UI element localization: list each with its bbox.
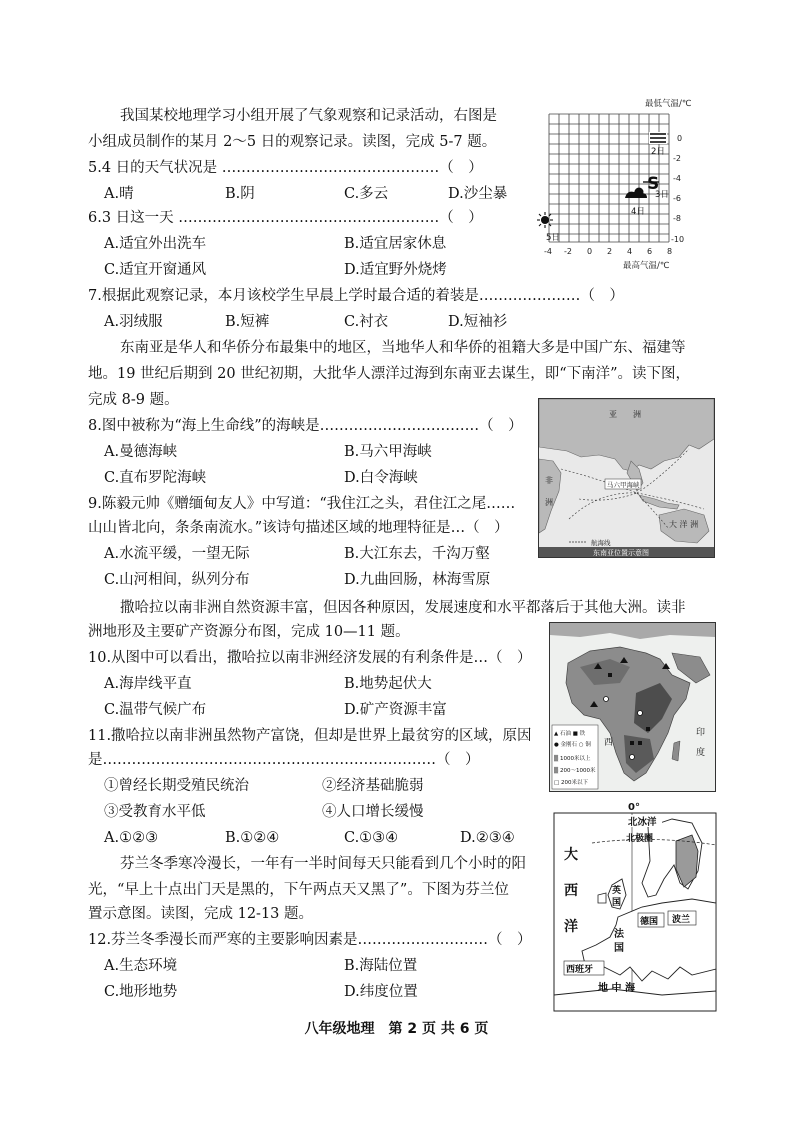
africa-legend-row-5: □ 200米以下: [554, 780, 588, 786]
intro-4-line-2: 光，“早上十点出门天是黑的，下午两点天又黑了”。下图为芬兰位: [88, 882, 509, 898]
weather-chart-ylabel: 最低气温/℃: [645, 99, 692, 109]
sea-map-africa-2: 洲: [545, 498, 553, 507]
sea-map-africa-1: 非: [545, 476, 553, 485]
africa-map-west: 西: [604, 738, 614, 748]
question-9-stem-1: 9.陈毅元帅《赠缅甸友人》中写道：“我住江之头，君住江之尾……: [88, 496, 516, 512]
europe-map-mediterranean: 地 中 海: [598, 983, 635, 994]
x-tick-6: 8: [667, 247, 673, 256]
q8-option-d[interactable]: D.白令海峡: [344, 470, 418, 486]
q10-option-a[interactable]: A.海岸线平直: [104, 676, 192, 692]
europe-map-poland: 波兰: [672, 915, 691, 925]
q5-option-b[interactable]: B.阴: [225, 186, 255, 202]
fog-icon: [649, 132, 667, 144]
y-tick-5: -10: [671, 235, 685, 244]
southeast-asia-map: [538, 398, 715, 558]
southeast-asia-map-svg: [539, 399, 714, 557]
europe-map-atlantic-3: 洋: [564, 919, 578, 935]
africa-map-svg: [550, 623, 715, 791]
europe-map-arctic-ocean: 北冰洋: [628, 817, 657, 828]
europe-map-uk-1: 英: [612, 886, 622, 896]
question-5-stem: 5.4 日的天气状况是 ………………………………………（ ）: [88, 160, 483, 176]
africa-map-india-2: 度: [696, 748, 706, 758]
q12-option-c[interactable]: C.地形地势: [104, 984, 178, 1000]
intro-2-line-3: 完成 8-9 题。: [88, 392, 179, 408]
q10-option-c[interactable]: C.温带气候广布: [104, 702, 207, 718]
europe-map-meridian: 0°: [628, 802, 640, 813]
q5-option-c[interactable]: C.多云: [344, 186, 389, 202]
y-tick-0: 0: [677, 134, 683, 143]
africa-map: [549, 622, 716, 792]
question-8-stem: 8.图中被称为“海上生命线”的海峡是……………………………（ ）: [88, 418, 523, 434]
intro-1-line-1: 我国某校地理学习小组开展了气象观察和记录活动，右图是: [120, 108, 497, 124]
europe-map-germany: 德国: [640, 917, 659, 927]
q6-option-d[interactable]: D.适宜野外烧烤: [344, 262, 447, 278]
q9-option-c[interactable]: C.山河相间，纵列分布: [104, 572, 250, 588]
intro-4-line-1: 芬兰冬季寒冷漫长，一年有一半时间每天只能看到几个小时的阳: [120, 856, 526, 872]
q9-option-a[interactable]: A.水流平缓，一望无际: [104, 546, 250, 562]
day-label-3: 3日: [655, 190, 669, 200]
europe-map-arctic-circle: 北极圈: [626, 834, 654, 844]
q11-option-b[interactable]: B.①②④: [225, 830, 280, 846]
europe-map-spain: 西班牙: [566, 965, 594, 975]
europe-map-svg: [552, 799, 718, 1013]
intro-1-line-2: 小组成员制作的某月 2～5 日的观察记录。读图，完成 5-7 题。: [88, 134, 497, 150]
africa-legend-row-3: ▒ 1000米以上: [554, 756, 591, 762]
q12-option-a[interactable]: A.生态环境: [104, 958, 178, 974]
question-9-stem-2: 山山皆北向，条条南流水。”该诗句描述区域的地理特征是…（ ）: [88, 520, 509, 536]
africa-map-india-1: 印: [696, 728, 706, 738]
sunny-icon: [537, 212, 553, 228]
q6-option-c[interactable]: C.适宜开窗通风: [104, 262, 207, 278]
q11-item-3: ③受教育水平低: [104, 804, 206, 820]
q11-option-d[interactable]: D.②③④: [460, 830, 515, 846]
europe-map: [552, 799, 718, 1013]
q7-option-b[interactable]: B.短裤: [225, 314, 270, 330]
q10-option-d[interactable]: D.矿产资源丰富: [344, 702, 447, 718]
q9-option-b[interactable]: B.大江东去，千沟万壑: [344, 546, 490, 562]
europe-map-atlantic-2: 西: [564, 883, 578, 899]
q11-item-2: ②经济基础脆弱: [322, 778, 424, 794]
q5-option-a[interactable]: A.晴: [104, 186, 134, 202]
weather-chart-svg: [535, 96, 705, 274]
y-tick-3: -6: [673, 194, 681, 203]
question-7-stem: 7.根据此观察记录，本月该校学生早晨上学时最合适的着装是…………………（ ）: [88, 288, 624, 304]
europe-map-france-1: 法: [614, 929, 624, 940]
question-11-stem-2: 是……………………………………………………………（ ）: [88, 752, 480, 768]
q9-option-d[interactable]: D.九曲回肠，林海雪原: [344, 572, 491, 588]
q5-option-d[interactable]: D.沙尘暴: [448, 186, 508, 202]
q6-option-a[interactable]: A.适宜外出洗车: [104, 236, 207, 252]
europe-map-uk-2: 国: [612, 898, 622, 908]
q8-option-b[interactable]: B.马六甲海峡: [344, 444, 432, 460]
x-tick-5: 6: [647, 247, 653, 256]
africa-legend-row-4: ▒ 200～1000米: [554, 768, 596, 774]
x-tick-1: -2: [564, 247, 572, 256]
q11-item-4: ④人口增长缓慢: [322, 804, 424, 820]
q11-item-1: ①曾经长期受殖民统治: [104, 778, 249, 794]
intro-4-line-3: 置示意图。读图，完成 12-13 题。: [88, 906, 314, 922]
y-tick-4: -8: [673, 214, 681, 223]
day-label-2: 2日: [651, 147, 665, 157]
intro-3-line-1: 撒哈拉以南非洲自然资源丰富，但因各种原因，发展速度和水平都落后于其他大洲。读非: [120, 600, 686, 616]
weather-chart: [535, 96, 705, 274]
q8-option-a[interactable]: A.曼德海峡: [104, 444, 178, 460]
q12-option-b[interactable]: B.海陆位置: [344, 958, 418, 974]
x-tick-3: 2: [607, 247, 613, 256]
question-12-stem: 12.芬兰冬季漫长而严寒的主要影响因素是………………………（ ）: [88, 932, 532, 948]
q7-option-a[interactable]: A.羽绒服: [104, 314, 163, 330]
intro-2-line-2: 地。19 世纪后期到 20 世纪初期，大批华人漂洋过海到东南亚去谋生，即“下南洋”。读下图，: [88, 366, 691, 382]
europe-map-atlantic-1: 大: [564, 847, 578, 863]
africa-legend-row-2: ● 金刚石 ○ 铜: [554, 742, 591, 748]
q12-option-d[interactable]: D.纬度位置: [344, 984, 418, 1000]
y-tick-1: -2: [673, 154, 681, 163]
sea-map-asia: 亚 洲: [609, 410, 641, 419]
x-tick-4: 4: [627, 247, 633, 256]
q6-option-b[interactable]: B.适宜居家休息: [344, 236, 447, 252]
sea-map-legend: 航海线: [591, 539, 611, 547]
sea-map-caption: 东南亚位置示意图: [593, 549, 649, 557]
q11-option-a[interactable]: A.①②③: [104, 830, 159, 846]
y-tick-2: -4: [673, 174, 681, 183]
intro-2-line-1: 东南亚是华人和华侨分布最集中的地区，当地华人和华侨的祖籍大多是中国广东、福建等: [120, 340, 686, 356]
q10-option-b[interactable]: B.地势起伏大: [344, 676, 432, 692]
q7-option-c[interactable]: C.衬衣: [344, 314, 389, 330]
question-6-stem: 6.3 日这一天 ………………………………………………（ ）: [88, 210, 483, 226]
sea-map-strait-label: 马六甲海峡: [607, 481, 640, 489]
intro-3-line-2: 洲地形及主要矿产资源分布图，完成 10—11 题。: [88, 624, 410, 640]
day-label-4: 4日: [631, 207, 645, 217]
question-11-stem-1: 11.撒哈拉以南非洲虽然物产富饶，但却是世界上最贫穷的区域，原因: [88, 728, 532, 744]
q11-option-c[interactable]: C.①③④: [344, 830, 399, 846]
q8-option-c[interactable]: C.直布罗陀海峡: [104, 470, 207, 486]
partly-cloudy-icon: [625, 188, 647, 199]
question-10-stem: 10.从图中可以看出，撒哈拉以南非洲经济发展的有利条件是…（ ）: [88, 650, 532, 666]
day-label-5: 5日: [546, 233, 560, 243]
svg-text:S: S: [647, 174, 660, 194]
africa-legend-row-1: ▲ 石油 ■ 铁: [554, 731, 586, 737]
q7-option-d[interactable]: D.短袖衫: [448, 314, 508, 330]
page-footer: 八年级地理 第 2 页 共 6 页: [304, 1021, 489, 1037]
x-tick-2: 0: [587, 247, 593, 256]
weather-chart-xlabel: 最高气温/℃: [623, 261, 670, 271]
sea-map-oceania: 大 洋 洲: [669, 520, 699, 529]
europe-map-france-2: 国: [614, 943, 624, 954]
x-tick-0: -4: [544, 247, 552, 256]
